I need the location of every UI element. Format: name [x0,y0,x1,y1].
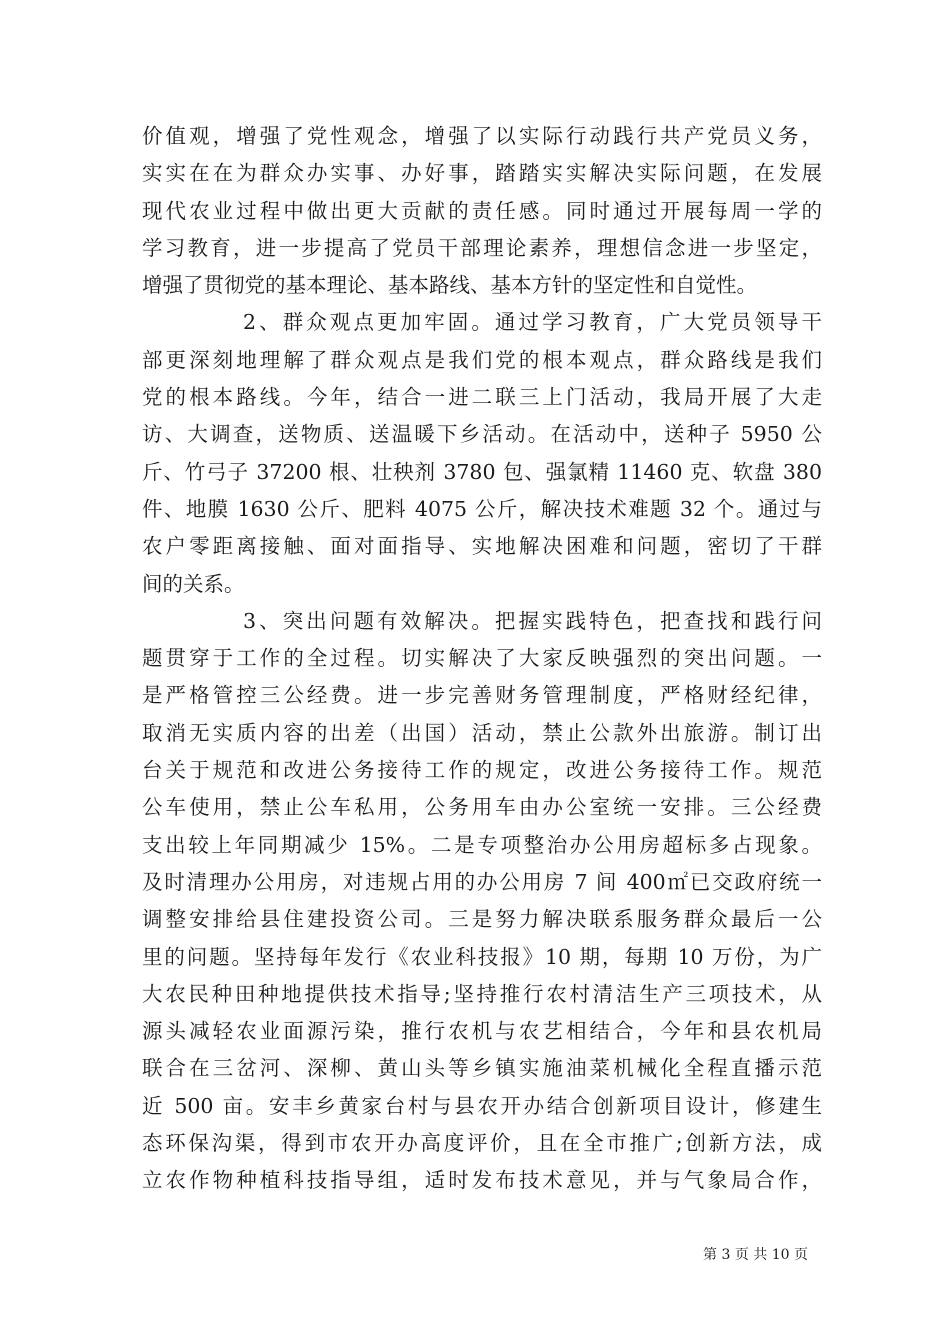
text-line: 现代农业过程中做出更大贡献的责任感。同时通过开展每周一学的 [142,198,822,223]
text-line: 近 500 亩。安丰乡黄家台村与县农开办结合创新项目设计，修建生 [142,1093,822,1118]
body-text [142,118,822,1200]
text-line: 农户零距离接触、面对面指导、实地解决困难和问题，密切了干群 [142,534,822,559]
text-line: 支出较上年同期减少 15%。二是专项整治办公用房超标多占现象。 [142,832,822,857]
text-line: 学习教育，进一步提高了党员干部理论素养，理想信念进一步坚定， [142,235,822,260]
text-line: 联合在三岔河、深柳、黄山头等乡镇实施油菜机械化全程直播示范 [142,1056,822,1081]
text-line: 斤、竹弓子 37200 根、壮秧剂 3780 包、强氯精 11460 克、软盘 380 [142,459,822,484]
text-line: 台关于规范和改进公务接待工作的规定，改进公务接待工作。规范 [142,758,822,783]
text-line: 态环保沟渠，得到市农开办高度评价，且在全市推广;创新方法，成 [142,1131,822,1156]
text-line: 实实在在为群众办实事、办好事，踏踏实实解决实际问题，在发展 [142,161,822,186]
text-line: 里的问题。坚持每年发行《农业科技报》10 期，每期 10 万份，为广 [142,944,822,969]
text-line: 间的关系。 [142,571,245,596]
text-line: 是严格管控三公经费。进一步完善财务管理制度，严格财经纪律， [142,683,822,708]
text-line: 题贯穿于工作的全过程。切实解决了大家反映强烈的突出问题。一 [142,646,822,671]
text-line: 公车使用，禁止公车私用，公务用车由办公室统一安排。三公经费 [142,795,822,820]
text-line: 及时清理办公用房，对违规占用的办公用房 7 间 400㎡已交政府统一 [142,869,822,894]
text-line: 价值观，增强了党性观念，增强了以实际行动践行共产党员义务， [142,124,822,148]
text-line: 访、大调查，送物质、送温暖下乡活动。在活动中，送种子 5950 公 [142,422,822,447]
text-line: 增强了贯彻党的基本理论、基本路线、基本方针的坚定性和自觉性。 [142,273,757,298]
text-line: 调整安排给县住建投资公司。三是努力解决联系服务群众最后一公 [142,907,822,932]
text-line: 大农民种田种地提供技术指导;坚持推行农村清洁生产三项技术，从 [142,981,822,1006]
paragraph-2-start: 2、群众观点更加牢固。通过学习教育，广大党员领导干 [243,310,822,335]
text-line: 部更深刻地理解了群众观点是我们党的根本观点，群众路线是我们 [142,347,822,372]
text-line: 党的根本路线。今年，结合一进二联三上门活动，我局开展了大走 [142,385,822,410]
paragraph-3-start: 3、突出问题有效解决。把握实践特色，把查找和践行问 [243,608,822,633]
text-line: 件、地膜 1630 公斤、肥料 4075 公斤，解决技术难题 32 个。通过与 [142,496,822,521]
text-line: 立农作物种植科技指导组，适时发布技术意见，并与气象局合作， [142,1168,822,1193]
text-line: 源头减轻农业面源污染，推行农机与农艺相结合，今年和县农机局 [142,1019,822,1044]
page-number-footer: 第 3 页 共 10 页 [703,1247,808,1263]
text-line: 取消无实质内容的出差（出国）活动，禁止公款外出旅游。制订出 [142,720,822,745]
